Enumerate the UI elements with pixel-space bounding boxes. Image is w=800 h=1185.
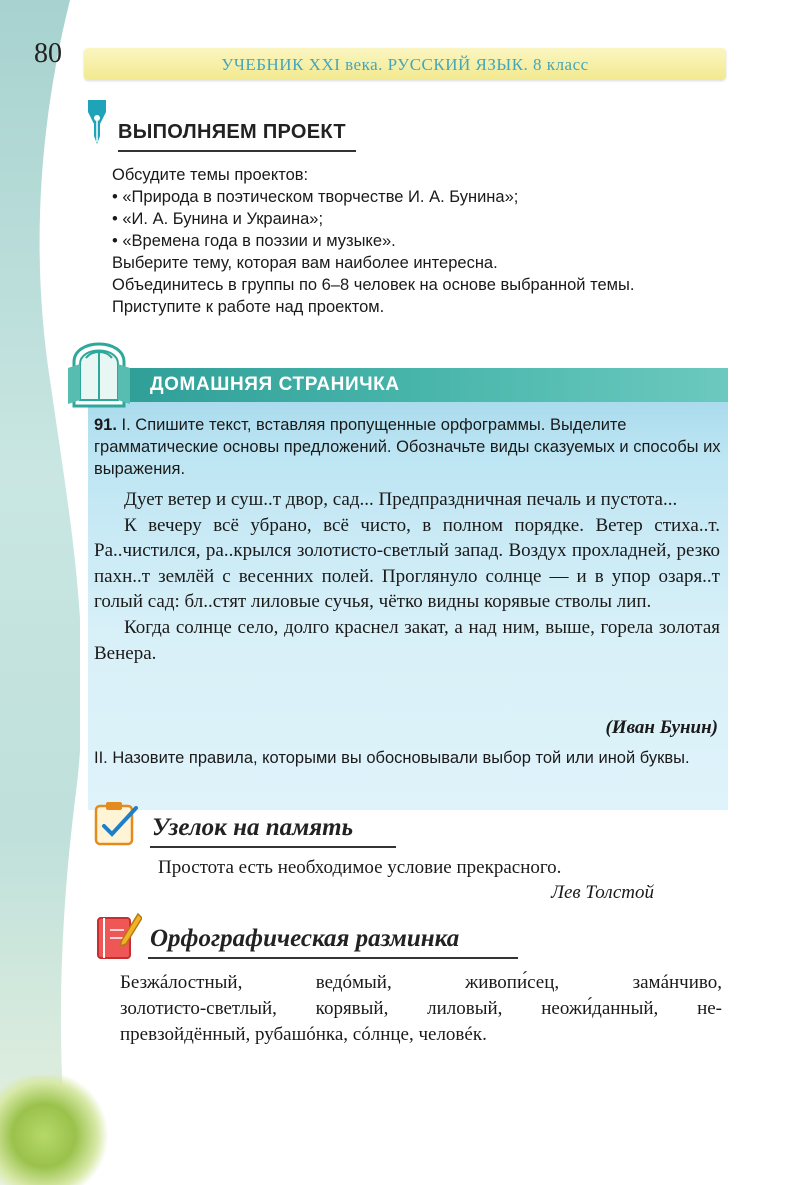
project-line: Объединитесь в группы по 6–8 человек на основе выбранной темы. [112, 276, 635, 294]
text-author: (Иван Бунин) [605, 717, 718, 738]
spelling-section-title: Орфографическая разминка [150, 925, 460, 952]
home-section-title: ДОМАШНЯЯ СТРАНИЧКА [150, 374, 400, 395]
spelling-words [120, 970, 722, 1048]
exercise-instruction: I. Спишите текст, вставляя пропущенные орфограммы. Выделите грамматические основы предложений. Обозначьте виды сказуемых и способы их выражения. [94, 416, 721, 478]
exercise-task-2: II. Назовите правила, которыми вы обосновывали выбор той или иной буквы. [94, 749, 690, 767]
spelling-title-underline [148, 957, 518, 959]
text-paragraph: Когда солнце село, долго краснел закат, а над ним, выше, горела золотая Венера. [94, 616, 720, 664]
window-icon [66, 328, 132, 410]
project-line: • «Природа в поэтическом творчестве И. А. Бунина»; [112, 188, 519, 206]
remember-title-underline [150, 846, 396, 848]
exercise-number: 91. [94, 416, 117, 434]
text-paragraph: Дует ветер и суш..т двор, сад... Предпраздничная печаль и пустота... [124, 489, 678, 510]
running-header [84, 48, 726, 80]
project-line: • «Времена года в поэзии и музыке». [112, 232, 396, 250]
spelling-line: Безжáлостный, ведóмый, живопи́сец, замáнчиво, [120, 972, 722, 993]
spelling-line: превзойдённый, рубашóнка, сóлнце, человéк. [120, 1024, 487, 1045]
quote-author: Лев Толстой [551, 882, 654, 903]
project-line: Выберите тему, которая вам наиболее интересна. [112, 254, 498, 272]
project-line: Приступите к работе над проектом. [112, 298, 385, 316]
page-edge-decoration [0, 0, 80, 1185]
bush-decoration [0, 1075, 110, 1185]
project-line: Обсудите темы проектов: [112, 166, 309, 184]
exercise-task [94, 414, 722, 480]
running-header-title: УЧЕБНИК XXI века. РУССКИЙ ЯЗЫК. 8 класс [221, 55, 589, 74]
pen-nib-icon [84, 98, 110, 146]
project-title-underline [118, 150, 356, 152]
remember-section-title: Узелок на память [152, 814, 354, 841]
quote-text: Простота есть необходимое условие прекрасного. [158, 857, 562, 878]
text-paragraph: К вечеру всё убрано, всё чисто, в полном порядке. Ветер стиха..т. Ра..чистился, ра..крылся золотисто-светлый запад. Воздух прохладней, резко пахн..т землёй с весенних полей. Проглянуло солнце — и в упор озаря..т голый сад: бл..стят лиловые сучья, чётко видны корявые стволы лип. [94, 514, 720, 613]
page-number: 80 [34, 38, 62, 69]
project-instructions [112, 164, 634, 318]
spelling-line: золотисто-светлый, корявый, лиловый, неожи́данный, не- [120, 998, 722, 1019]
project-line: • «И. А. Бунина и Украина»; [112, 210, 324, 228]
notebook-pencil-icon [92, 910, 142, 962]
checklist-icon [92, 800, 142, 848]
project-section-title: ВЫПОЛНЯЕМ ПРОЕКТ [118, 121, 346, 143]
exercise-text [94, 487, 720, 666]
